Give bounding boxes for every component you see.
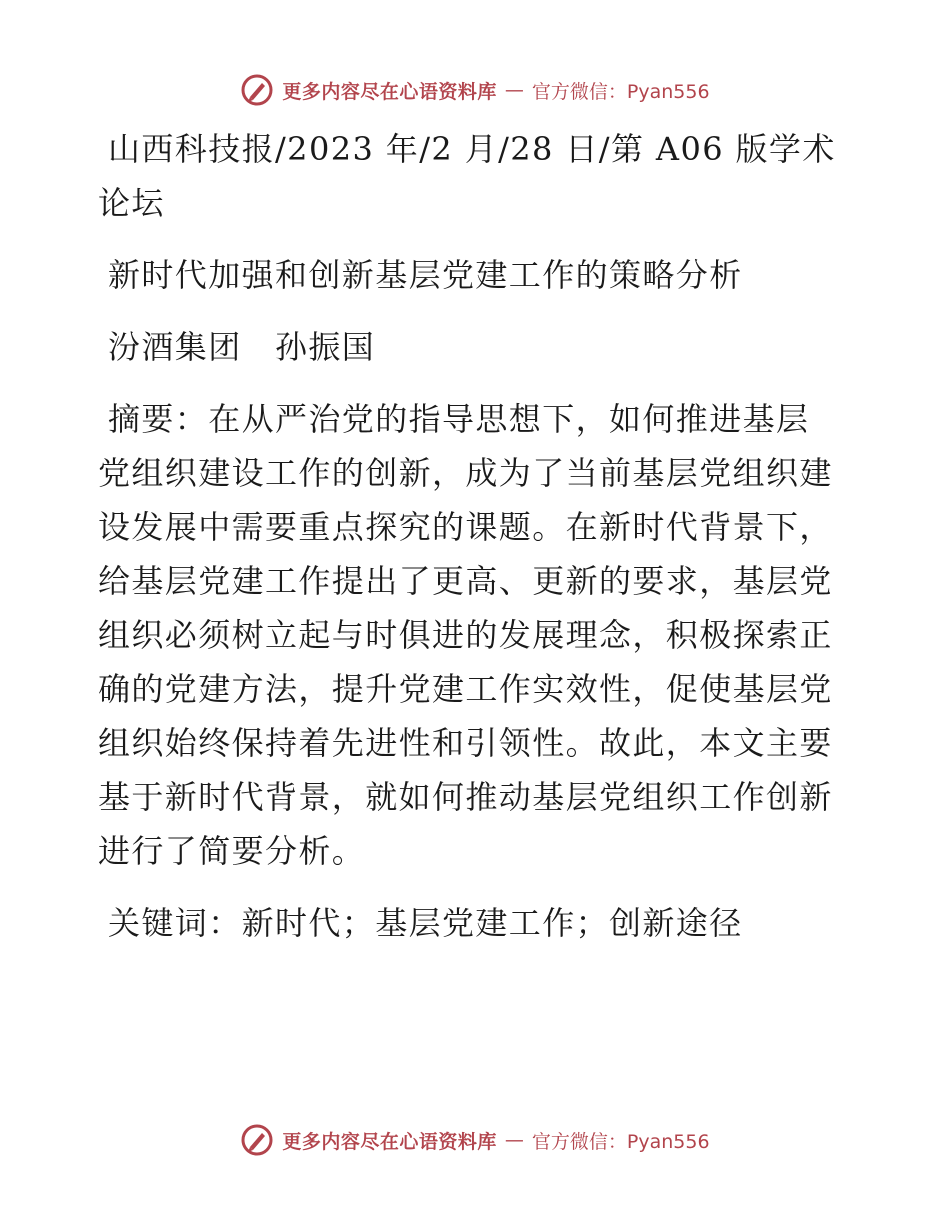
pen-circle-logo-icon (240, 1123, 274, 1157)
article-author: 汾酒集团 孙振国 (108, 328, 376, 366)
pen-circle-logo-icon (240, 73, 274, 107)
source-line-2: 论坛 (98, 184, 165, 222)
abstract (98, 392, 858, 878)
banner-main-text: 更多内容尽在心语资料库 (282, 1130, 497, 1153)
banner-main-text: 更多内容尽在心语资料库 (282, 80, 497, 103)
document-body (98, 122, 858, 950)
source-line-1: 山西科技报/2023 年/2 月/28 日/第 A06 版学术 (108, 130, 836, 168)
abstract-line: 组织始终保持着先进性和引领性。故此，本文主要 (98, 724, 833, 762)
watermark-banner-bottom (0, 1120, 950, 1160)
article-title: 新时代加强和创新基层党建工作的策略分析 (108, 256, 743, 294)
banner-separator: — (504, 79, 524, 101)
abstract-line: 给基层党建工作提出了更高、更新的要求，基层党 (98, 562, 833, 600)
abstract-line: 设发展中需要重点探究的课题。在新时代背景下， (98, 508, 833, 546)
abstract-line: 党组织建设工作的创新，成为了当前基层党组织建 (98, 454, 833, 492)
abstract-line: 确的党建方法，提升党建工作实效性，促使基层党 (98, 670, 833, 708)
banner-wechat-text: 官方微信：Pyan556 (531, 80, 710, 103)
banner-wechat-text: 官方微信：Pyan556 (531, 1130, 710, 1153)
keywords: 关键词：新时代；基层党建工作；创新途径 (108, 904, 743, 942)
abstract-line: 组织必须树立起与时俱进的发展理念，积极探索正 (98, 616, 833, 654)
abstract-line: 基于新时代背景，就如何推动基层党组织工作创新 (98, 778, 833, 816)
banner-separator: — (504, 1129, 524, 1151)
abstract-line: 进行了简要分析。 (98, 832, 366, 870)
watermark-banner-top (0, 70, 950, 110)
abstract-line: 摘要：在从严治党的指导思想下，如何推进基层 (108, 400, 810, 438)
